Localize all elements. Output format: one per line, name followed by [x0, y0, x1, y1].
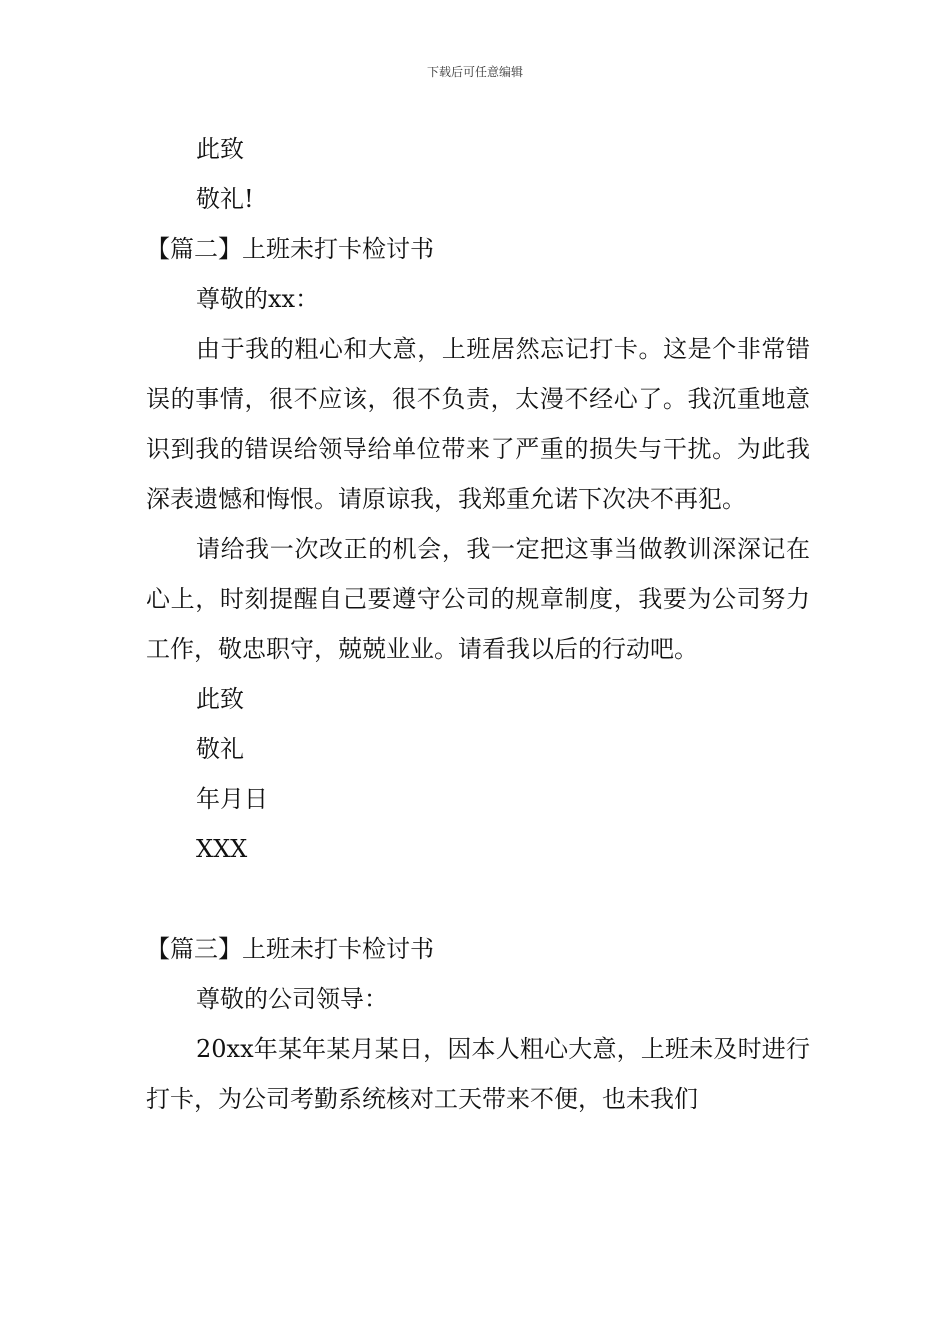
- date-line: 年月日: [196, 785, 268, 813]
- signature: XXX: [196, 835, 248, 863]
- body-paragraph: 20xx年某年某月某日，因本人粗心大意，上班未及时进行打卡，为公司考勤系统核对工天带来不便，也未我们: [146, 1035, 810, 1113]
- body-paragraph: 由于我的粗心和大意，上班居然忘记打卡。这是个非常错误的事情，很不应该，很不负责，太漫不经心了。我沉重地意识到我的错误给领导给单位带来了严重的损失与干扰。为此我深表遗憾和悔恨。请原谅我，我郑重允诺下次决不再犯。: [146, 335, 810, 513]
- greeting: 尊敬的xx：: [196, 285, 320, 313]
- section-heading: 【篇二】上班未打卡检讨书: [146, 235, 434, 263]
- body-paragraph: 请给我一次改正的机会，我一定把这事当做教训深深记在心上，时刻提醒自己要遵守公司的规章制度，我要为公司努力工作，敬忠职守，兢兢业业。请看我以后的行动吧。: [146, 535, 810, 663]
- closing-regards: 敬礼: [196, 735, 244, 763]
- greeting: 尊敬的公司领导：: [196, 985, 388, 1013]
- page-header-note: 下载后可任意编辑: [426, 65, 523, 79]
- closing-regards: 敬礼!: [196, 185, 254, 213]
- closing-salutation: 此致: [196, 685, 244, 713]
- section-spacer: [146, 874, 810, 924]
- document-body: [146, 124, 810, 1124]
- closing-salutation: 此致: [196, 135, 244, 163]
- section-heading: 【篇三】上班未打卡检讨书: [146, 935, 434, 963]
